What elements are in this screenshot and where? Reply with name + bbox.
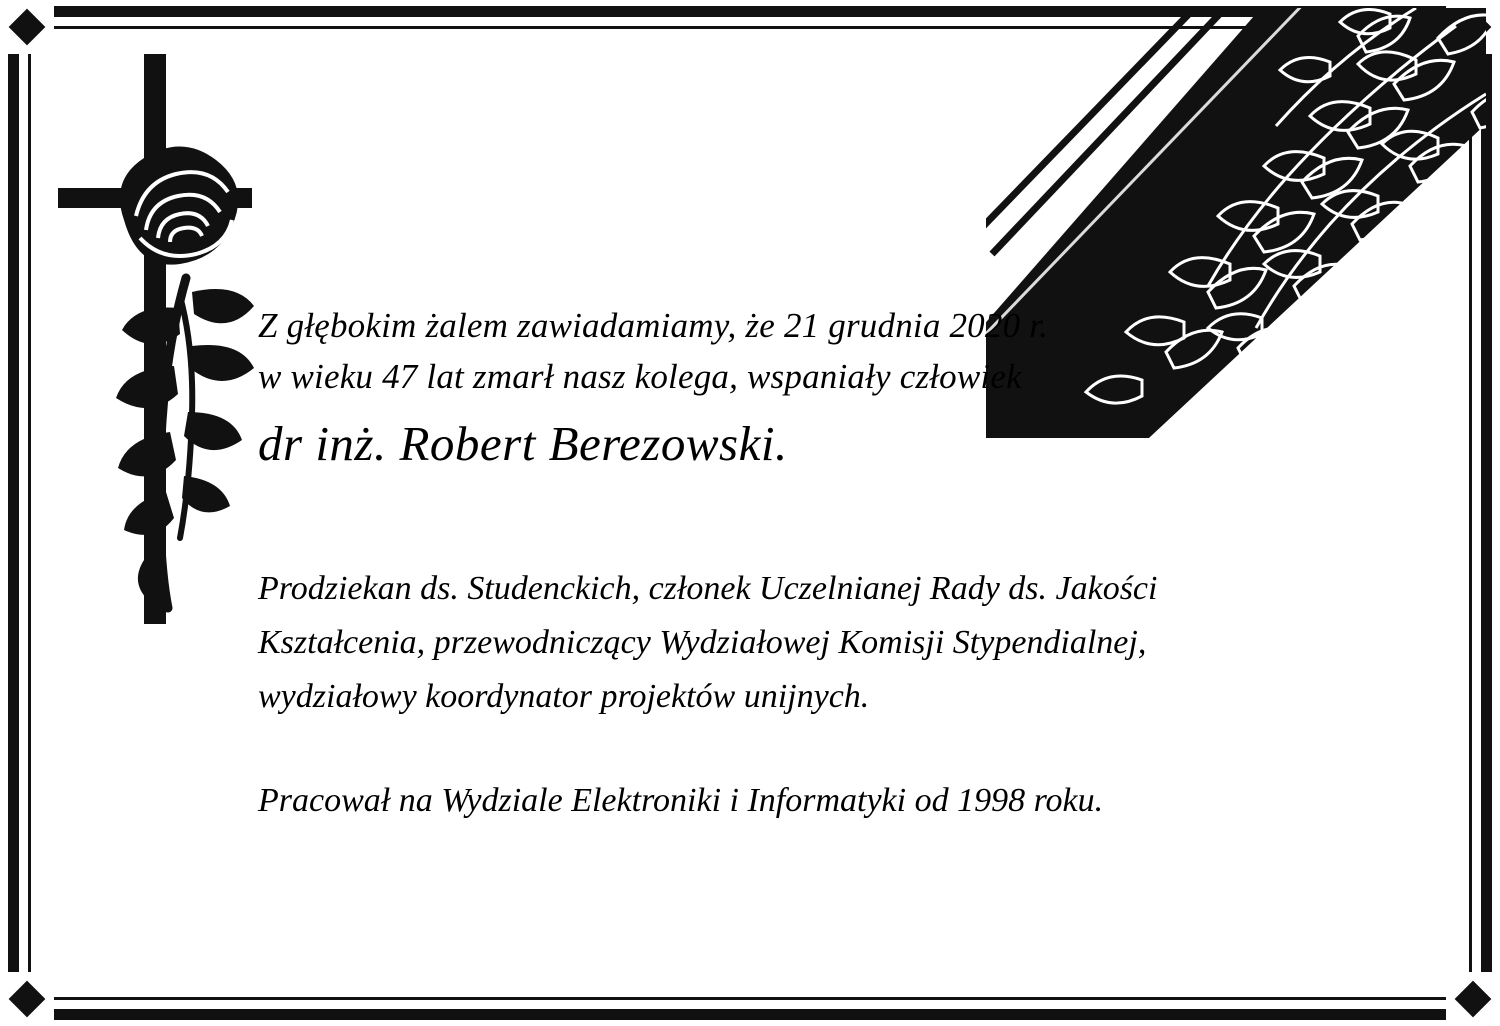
employment-line: Pracował na Wydziale Elektroniki i Informatyki od 1998 roku. [258,782,1104,819]
roles-block [258,562,1418,724]
roles-line-2: Kształcenia, przewodniczący Wydziałowej Komisji Stypendialnej, [258,624,1147,661]
frame-corner-bottom-left [0,972,54,1026]
intro-line-2: w wieku 47 lat zmarł nasz kolega, wspaniały człowiek [258,357,1022,396]
intro-line-1: Z głębokim żalem zawiadamiamy, że 21 grudnia 2020 r. [258,306,1049,345]
cross-with-rose-icon [40,40,280,650]
roles-line-1: Prodziekan ds. Studenckich, członek Uczelnianej Rady ds. Jakości [258,570,1158,607]
deceased-name: dr inż. Robert Berezowski. [258,416,788,471]
notice-text-block [258,300,1418,828]
roles-line-3: wydziałowy koordynator projektów unijnych. [258,678,870,715]
frame-corner-bottom-right [1446,972,1500,1026]
